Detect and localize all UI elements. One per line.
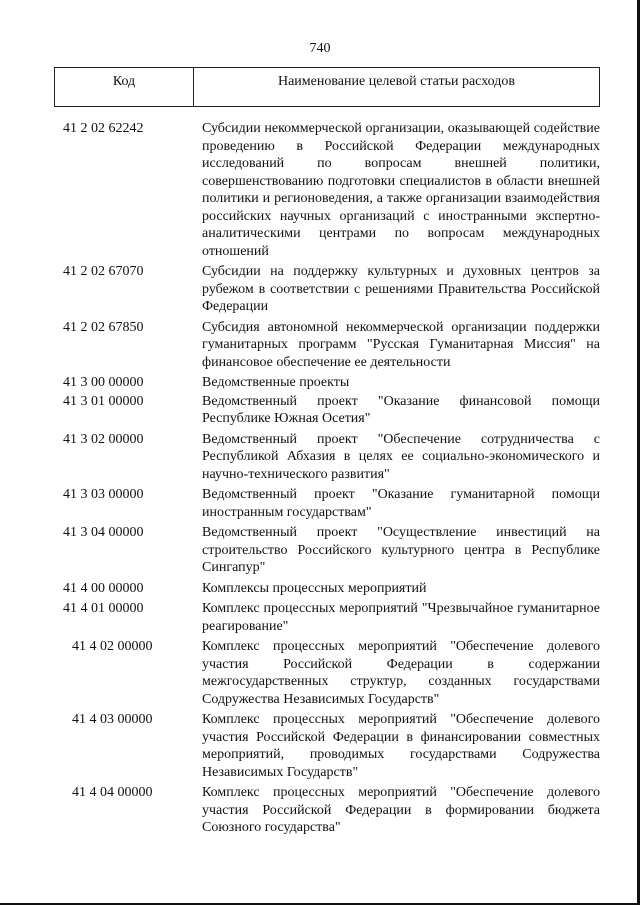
table-row [0, 393, 640, 428]
row-code: 41 2 02 62242 [63, 121, 144, 136]
row-code: 41 3 04 00000 [63, 525, 144, 540]
row-description: Ведомственный проект "Осуществление инвестиций на строительство Российского культурного центра в Республике Сингапур" [202, 525, 600, 575]
table-row [0, 784, 640, 837]
table-row [0, 711, 640, 781]
row-code: 41 2 02 67850 [63, 319, 144, 335]
table-row [0, 638, 640, 708]
table-row [0, 486, 640, 521]
header-table [54, 67, 600, 107]
table-row [0, 524, 640, 577]
page-number: 740 [309, 41, 331, 56]
row-code: 41 3 03 00000 [63, 487, 144, 502]
table-row [0, 431, 640, 484]
row-description: Субсидии некоммерческой организации, оказывающей содействие проведению в Российской Федерации международных исследований по вопросам внешней политики, совершенствованию подготовки специалистов в области внешней политики и регионоведения, а также организации взаимодействия российских научных организаций с иностранными экспертно-аналитическими центрами по вопросам международных отношений [202, 121, 600, 259]
table-row [0, 580, 640, 598]
row-description: Ведомственный проект "Оказание гуманитарной помощи иностранным государствам" [202, 487, 600, 520]
row-code: 41 4 04 00000 [72, 785, 153, 800]
row-code: 41 4 02 00000 [72, 639, 153, 654]
row-code: 41 3 01 00000 [63, 393, 144, 409]
row-description: Комплекс процессных мероприятий "Обеспечение долевого участия Российской Федерации в формировании бюджета Союзного государства" [202, 785, 600, 835]
row-code: 41 4 00 00000 [63, 580, 144, 596]
header-code-cell: Код [55, 68, 194, 106]
row-description: Комплекс процессных мероприятий "Обеспечение долевого участия Российской Федерации в финансировании совместных мероприятий, проводимых государствами Содружества Независимых Государств" [202, 712, 600, 780]
row-description: Комплекс процессных мероприятий "Обеспечение долевого участия Российской Федерации в содержании межгосударственных структур, созданных государствами Содружества Независимых Государств" [202, 639, 600, 707]
table-row [0, 600, 640, 635]
row-description: Ведомственные проекты [202, 375, 350, 390]
row-code: 41 2 02 67070 [63, 264, 144, 279]
row-code: 41 3 00 00000 [63, 375, 144, 390]
row-code: 41 4 03 00000 [72, 712, 153, 727]
budget-rows [0, 120, 640, 837]
row-description: Комплексы процессных мероприятий [202, 580, 427, 596]
row-description: Комплекс процессных мероприятий "Чрезвычайное гуманитарное реагирование" [202, 601, 600, 634]
header-name-cell: Наименование целевой статьи расходов [277, 74, 516, 89]
row-description: Ведомственный проект "Оказание финансовой помощи Республике Южная Осетия" [202, 393, 600, 426]
row-description: Субсидия автономной некоммерческой организации поддержки гуманитарных программ "Русская Гуманитарная Миссия" на финансовое обеспечение ее деятельности [202, 319, 600, 370]
row-code: 41 4 01 00000 [63, 601, 144, 616]
table-row [0, 120, 640, 260]
table-row [0, 263, 640, 316]
table-row [0, 319, 640, 372]
row-description: Ведомственный проект "Обеспечение сотрудничества с Республикой Абхазия в целях ее социально-экономического и научно-технического развития" [202, 431, 600, 482]
row-description: Субсидии на поддержку культурных и духовных центров за рубежом в соответствии с решениями Правительства Российской Федерации [202, 264, 600, 314]
row-code: 41 3 02 00000 [63, 431, 144, 447]
table-row [0, 374, 640, 392]
